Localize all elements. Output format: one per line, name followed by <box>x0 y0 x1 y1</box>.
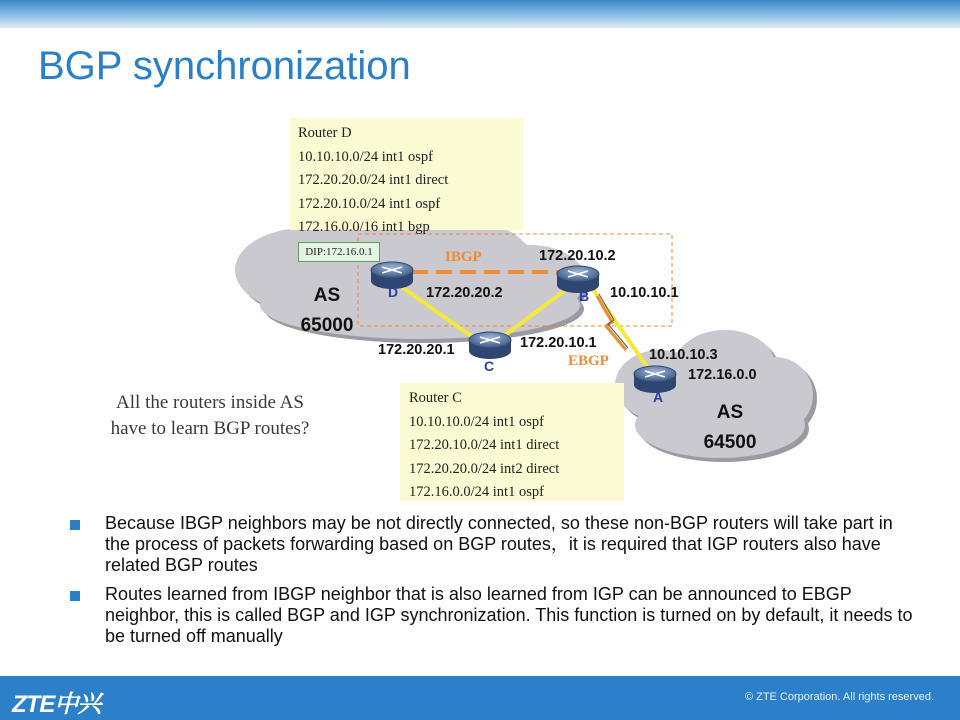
footer-bar <box>0 676 960 720</box>
as-label-line: 65000 <box>300 315 354 336</box>
address-c-right: 172.20.10.1 <box>520 335 597 351</box>
address-a-net: 172.16.0.0 <box>688 367 757 383</box>
as-64500-label <box>690 398 770 458</box>
router-d-table-line: 172.20.20.0/24 int1 direct <box>298 172 449 188</box>
address-b-right: 10.10.10.1 <box>610 285 679 301</box>
question-text: All the routers inside AS have to learn BGP routes? <box>110 392 310 439</box>
router-b-icon <box>557 266 599 293</box>
bullet-square-icon <box>70 520 80 530</box>
dip-label: DIP:172.16.0.1 <box>298 242 380 262</box>
slide-title: BGP synchronization <box>38 44 411 88</box>
zte-logo: ZTE中兴 <box>12 691 101 718</box>
as-label-line: AS <box>313 285 341 306</box>
as-label-line: AS <box>716 402 744 423</box>
router-c-table-line: Router C <box>409 390 462 406</box>
bullet-square-icon <box>70 591 80 601</box>
router-d-label: D <box>388 284 399 300</box>
bullet-text: Routes learned from IBGP neighbor that is also learned from IGP can be announced to EBGP neighbor, this is called BGP and IGP synchronization. This function is turned on by default, it needs to be turned off manually <box>105 584 913 646</box>
router-c-table-line: 172.20.20.0/24 int2 direct <box>409 460 560 477</box>
router-d-table-line: Router D <box>298 125 352 141</box>
router-c-table-line: 172.20.10.0/24 int1 direct <box>409 437 560 453</box>
as-65000-label <box>282 281 372 341</box>
address-a-top: 10.10.10.3 <box>649 347 718 363</box>
router-c-label: C <box>484 358 495 374</box>
bullet-item <box>70 513 920 576</box>
ibgp-label: IBGP <box>445 249 482 265</box>
router-d-table-line: 172.16.0.0/16 int1 bgp <box>298 219 430 235</box>
router-a-label: A <box>653 389 664 405</box>
router-c-table-line: 172.16.0.0/24 int1 ospf <box>409 484 544 500</box>
router-d-table-line: 10.10.10.0/24 int1 ospf <box>298 148 433 165</box>
router-b-label: B <box>579 288 590 304</box>
address-b-top: 172.20.10.2 <box>539 248 616 264</box>
address-c-left: 172.20.20.1 <box>378 342 455 358</box>
router-d-table <box>290 118 524 235</box>
router-c-icon <box>469 332 511 359</box>
bullet-list <box>70 513 920 655</box>
ebgp-label: EBGP <box>568 353 609 369</box>
router-d-table-line: 172.20.10.0/24 int1 ospf <box>298 195 441 212</box>
address-d-right: 172.20.20.2 <box>426 285 503 301</box>
bullet-item <box>70 584 920 647</box>
router-c-table <box>400 383 624 501</box>
copyright-text: © ZTE Corporation. All rights reserved. <box>744 691 934 703</box>
ebgp-session-line <box>597 296 626 350</box>
as-label-line: 64500 <box>703 432 757 453</box>
router-c-table-line: 10.10.10.0/24 int1 ospf <box>409 413 544 430</box>
bullet-text: Because IBGP neighbors may be not directly connected, so these non-BGP routers will take part in the process of packets forwarding based on BGP routes，it is required that IGP routers also have related BGP routes <box>105 513 893 575</box>
